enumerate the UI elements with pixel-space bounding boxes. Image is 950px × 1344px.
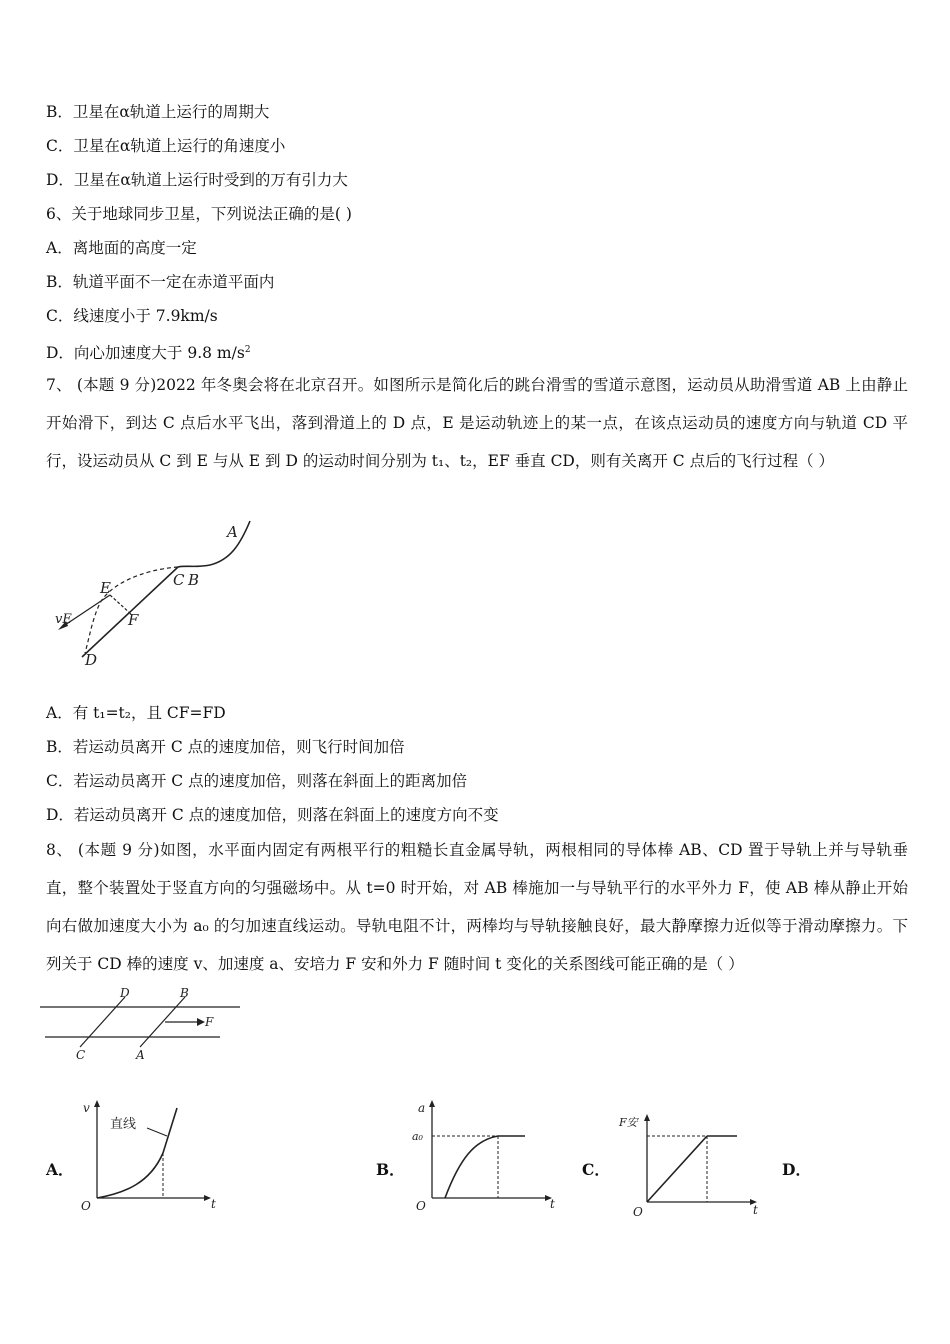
q8-label-f: F	[205, 1015, 214, 1029]
q6-option-a: A．离地面的高度一定	[46, 239, 197, 257]
graph-b-origin: O	[416, 1199, 426, 1213]
q7-option-b: B．若运动员离开 C 点的速度加倍，则飞行时间加倍	[46, 738, 405, 756]
q5-option-c: C．卫星在α轨道上运行的角速度小	[46, 137, 286, 155]
q6-option-d	[46, 339, 251, 364]
q7-label-d: D	[85, 651, 98, 669]
graph-b-y-label: a	[418, 1101, 426, 1115]
q7-label-b: B	[188, 571, 200, 589]
q8-label-b: B	[180, 986, 189, 1000]
q8-label-a: A	[136, 1048, 145, 1062]
q8-option-b-label: B．	[376, 1160, 405, 1179]
q8-option-a-label: A．	[46, 1160, 74, 1179]
q7-slope-ab	[178, 521, 250, 567]
q8-label-d: D	[120, 986, 130, 1000]
graph-b-x-label: t	[550, 1197, 555, 1211]
q7-option-d: D．若运动员离开 C 点的速度加倍，则落在斜面上的速度方向不变	[46, 806, 499, 824]
graph-c-line	[647, 1136, 707, 1202]
q5-option-b: B．卫星在α轨道上运行的周期大	[46, 103, 270, 121]
graph-a-curve	[97, 1108, 177, 1198]
q6-stem: 6、关于地球同步卫星，下列说法正确的是( )	[46, 205, 352, 223]
q6-option-c: C．线速度小于 7.9km/s	[46, 307, 218, 325]
q8-graph-a	[75, 1098, 225, 1218]
q6-option-d-sup: 2	[244, 345, 251, 355]
q7-label-f: F	[128, 611, 139, 629]
graph-a-x-arrowhead	[204, 1195, 211, 1201]
graph-a-x-label: t	[211, 1197, 216, 1211]
graph-a-note: 直线	[110, 1117, 137, 1132]
q5-option-d: D．卫星在α轨道上运行时受到的万有引力大	[46, 171, 348, 189]
q8-graph-b	[410, 1098, 560, 1218]
q7-ski-figure	[40, 515, 270, 675]
graph-a-origin: O	[81, 1199, 91, 1213]
q8-force-arrowhead	[197, 1018, 205, 1026]
q8-rod-cd	[80, 997, 125, 1047]
graph-c-x-label: t	[753, 1203, 758, 1217]
graph-c-origin: O	[633, 1205, 643, 1219]
q8-rail-figure	[40, 985, 250, 1065]
q7-label-ve: vE	[55, 612, 72, 627]
q8-label-c: C	[76, 1048, 86, 1062]
q8-option-d-label: D．	[782, 1160, 811, 1179]
q7-label-e: E	[100, 579, 111, 597]
graph-b-curve	[445, 1136, 525, 1198]
q7-stem: 7、 (本题 9 分)2022 年冬奥会将在北京召开。如图所示是简化后的跳台滑雪的雪道示意图，运动员从助滑雪道 AB 上由静止开始滑下，到达 C 点后水平飞出，落到滑道上的 D 点，E 是运动轨迹上的某一点，在该点运动员的速度方向与轨道 CD 平行，设运动员从 C 到 E 与从 E 到 D 的运动时间分别为 t₁、t₂，EF 垂直 CD，则有关离开 C 点后的飞行过程（ ）	[46, 376, 908, 470]
graph-a-y-label: v	[83, 1101, 90, 1115]
graph-c-y-label: F安	[619, 1116, 638, 1129]
q8-graph-c	[615, 1112, 765, 1222]
q7-label-a: A	[227, 523, 238, 541]
graph-b-a0-label: a₀	[412, 1130, 423, 1143]
graph-c-y-arrowhead	[644, 1114, 650, 1121]
q6-option-d-text: D．向心加速度大于 9.8 m/s	[46, 344, 245, 363]
graph-a-note-pointer	[147, 1128, 167, 1136]
q6-option-b: B．轨道平面不一定在赤道平面内	[46, 273, 275, 291]
graph-b-y-arrowhead	[429, 1100, 435, 1107]
q7-option-a: A．有 t₁=t₂，且 CF=FD	[46, 704, 226, 722]
q7-label-c: C	[173, 571, 185, 589]
graph-a-y-arrowhead	[94, 1100, 100, 1107]
q7-option-c: C．若运动员离开 C 点的速度加倍，则落在斜面上的距离加倍	[46, 772, 468, 790]
q8-option-c-label: C．	[582, 1160, 610, 1179]
q8-stem: 8、 (本题 9 分)如图，水平面内固定有两根平行的粗糙长直金属导轨，两根相同的导体棒 AB、CD 置于导轨上并与导轨垂直，整个装置处于竖直方向的匀强磁场中。从 t=0 时开始，对 AB 棒施加一与导轨平行的水平外力 F，使 AB 棒从静止开始向右做加速度大小为 a₀ 的匀加速直线运动。导轨电阻不计，两棒均与导轨接触良好，最大静摩擦力近似等于滑动摩擦力。下列关于 CD 棒的速度 v、加速度 a、安培力 F 安和外力 F 随时间 t 变化的关系图线可能正确的是（ ）	[46, 841, 908, 973]
